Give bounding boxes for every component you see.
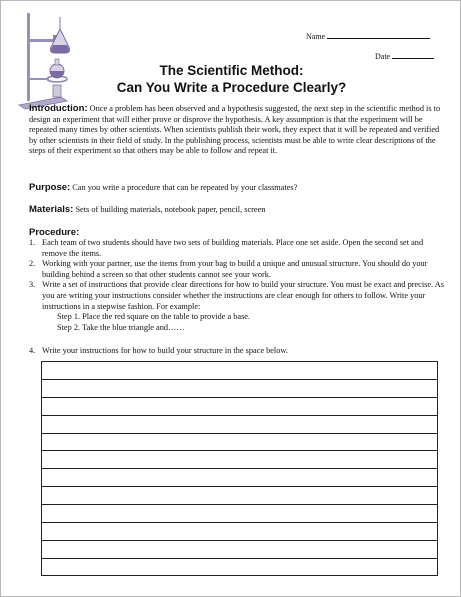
procedure-step [29, 280, 444, 312]
step-number: 2. [29, 259, 36, 269]
procedure-step [29, 346, 457, 355]
writing-line[interactable] [42, 380, 437, 398]
materials-heading: Materials: [29, 204, 74, 215]
page-title: The Scientific Method: [159, 63, 304, 78]
date-field[interactable] [375, 52, 434, 61]
introduction-text: Once a problem has been observed and a hypothesis suggested, the next step in the scientific method is to design an experiment that will either prove or disprove the hypothesis. A key assumption is that the experiment will be repeated many times by other scientists. When scientists publish their work, they expect that it will be repeated and verified by other scientists in their field of study. In the publishing process, scientists must be able to write clear descriptions of the steps of their experiment so that others may be able to follow and repeat it. [29, 104, 441, 156]
purpose-text: Can you write a procedure that can be repeated by your classmates? [72, 183, 298, 192]
example-step: Step 1. Place the red square on the table to provide a base. [57, 312, 251, 322]
writing-line[interactable] [42, 505, 437, 523]
writing-line[interactable] [42, 362, 437, 380]
writing-line[interactable] [42, 523, 437, 541]
writing-line[interactable] [42, 469, 437, 487]
step-number: 4. [29, 346, 36, 355]
introduction-section [29, 104, 441, 157]
materials-text: Sets of building materials, notebook paper, pencil, screen [75, 205, 266, 214]
purpose-section [29, 183, 441, 194]
name-blank[interactable] [327, 32, 430, 39]
procedure-heading: Procedure: [29, 227, 80, 238]
step-number: 3. [29, 280, 36, 290]
date-blank[interactable] [392, 52, 434, 59]
writing-line[interactable] [42, 559, 437, 577]
writing-line[interactable] [42, 434, 437, 452]
writing-line[interactable] [42, 416, 437, 434]
name-label: Name [306, 32, 326, 41]
procedure-step [29, 238, 444, 259]
writing-line[interactable] [42, 541, 437, 559]
page-subtitle: Can You Write a Procedure Clearly? [116, 80, 347, 95]
step-text: Each team of two students should have two sets of building materials. Place one set aside. Open the second set and remove the items. [42, 238, 424, 258]
procedure-steps [29, 238, 444, 333]
materials-section [29, 205, 441, 216]
step-text: Write your instructions for how to build your structure in the space below. [42, 346, 288, 355]
writing-line[interactable] [42, 398, 437, 416]
date-label: Date [375, 52, 391, 61]
procedure-step [29, 259, 444, 280]
writing-line[interactable] [42, 487, 437, 505]
writing-line[interactable] [42, 451, 437, 469]
step-number: 1. [29, 238, 36, 247]
example-step: Step 2. Take the blue triangle and…… [57, 322, 185, 332]
step-text: Write a set of instructions that provide clear directions for how to build your structure. You must be exact and precise. As you are writing your instructions consider whether the instructions are clear enough for others to follow. Write your instructions in a stepwise fashion. For example: [42, 280, 444, 311]
introduction-heading: Introduction: [29, 103, 88, 114]
step-text: Working with your partner, use the items from your bag to build a unique and unusual structure. You should do your building behind a screen so that other students cannot see your work. [42, 259, 428, 279]
lab-flask-stand-icon [17, 9, 75, 113]
name-field[interactable] [306, 32, 430, 41]
purpose-heading: Purpose: [29, 182, 71, 193]
writing-lines-box[interactable] [41, 361, 438, 576]
